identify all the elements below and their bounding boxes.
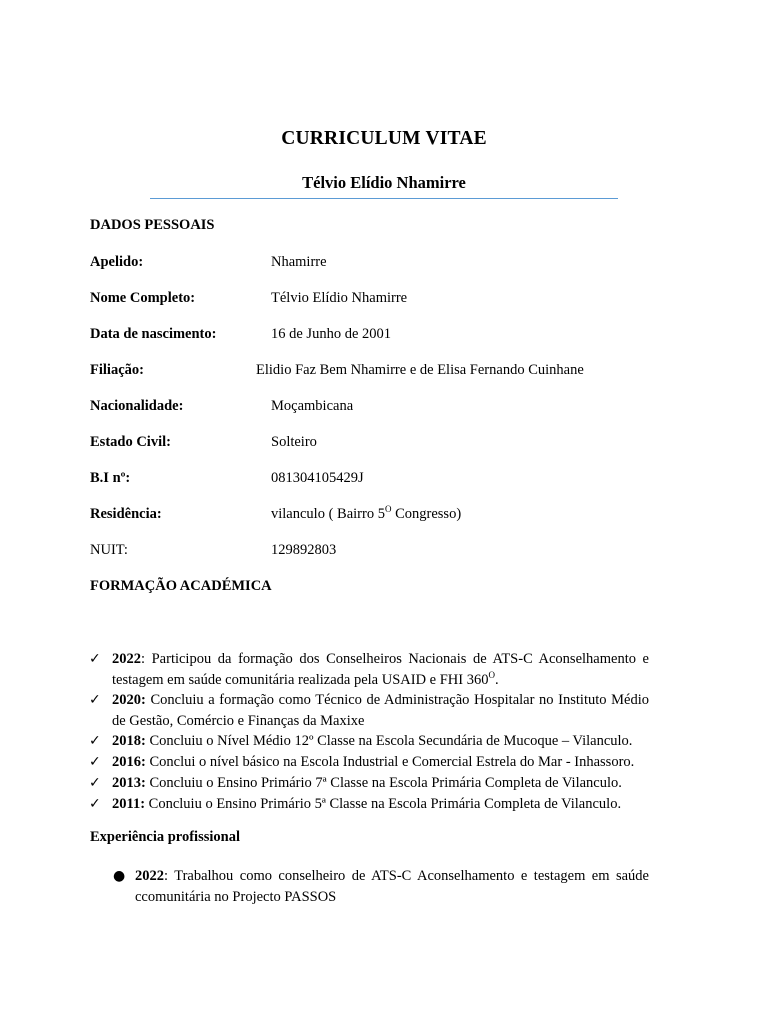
field-label-data-nascimento: Data de nascimento: (90, 326, 217, 342)
field-label-nome-completo: Nome Completo: (90, 290, 196, 306)
section-heading-dados-pessoais: DADOS PESSOAIS (90, 217, 215, 233)
residencia-text-post: Congresso) (391, 506, 462, 522)
field-value-nome-completo: Télvio Elídio Nhamirre (271, 290, 408, 306)
field-value-bi: 081304105429J (271, 470, 364, 486)
education-text: : Participou da formação dos Conselheiros Nacionais de ATS-C Aconselhamento e testagem em saúde comunitária realizada pela USAID e FHI 360 (112, 651, 649, 688)
section-heading-experiencia: Experiência profissional (90, 829, 240, 845)
field-value-estado-civil: Solteiro (271, 434, 317, 450)
education-text: Concluiu a formação como Técnico de Administração Hospitalar no Instituto Médio de Gestão, Comércio e Finanças da Maxixe (112, 692, 649, 729)
check-mark-icon: ✓ (89, 733, 101, 749)
field-label-apelido: Apelido: (90, 254, 144, 270)
title-divider (150, 198, 618, 199)
list-item (89, 690, 649, 732)
list-item (89, 794, 649, 815)
education-year: 2016: (112, 754, 146, 770)
education-text: Concluiu o Ensino Primário 7ª Classe na Escola Primária Completa de Vilanculo. (145, 775, 622, 791)
field-value-residencia (271, 506, 461, 523)
section-heading-formacao: FORMAÇÃO ACADÉMICA (90, 578, 272, 594)
field-label-residencia: Residência: (90, 506, 162, 522)
experience-text: : Trabalhou como conselheiro de ATS-C Aconselhamento e testagem em saúde ccomunitária no Projecto PASSOS (135, 868, 649, 905)
list-item (113, 866, 649, 908)
education-superscript: O (488, 670, 495, 681)
list-item (89, 773, 649, 794)
education-year: 2020: (112, 692, 146, 708)
document-title: CURRICULUM VITAE (281, 128, 487, 149)
education-text: Concluiu o Ensino Primário 5ª Classe na Escola Primária Completa de Vilanculo. (145, 796, 622, 812)
education-year: 2011: (112, 796, 146, 812)
field-value-filiacao: Elidio Faz Bem Nhamirre e de Elisa Fernando Cuinhane (256, 362, 584, 378)
check-mark-icon: ✓ (89, 796, 101, 812)
list-item (89, 731, 649, 752)
residencia-text-pre: vilanculo ( Bairro 5 (271, 506, 385, 522)
field-label-nacionalidade: Nacionalidade: (90, 398, 184, 414)
field-label-estado-civil: Estado Civil: (90, 434, 171, 450)
education-year: 2013: (112, 775, 146, 791)
check-mark-icon: ✓ (89, 651, 101, 667)
bullet-icon: ● (113, 868, 126, 884)
field-value-data-nascimento: 16 de Junho de 2001 (271, 326, 392, 342)
residencia-superscript: O (384, 504, 392, 515)
education-text-tail: . (494, 672, 499, 688)
field-label-bi: B.I nº: (90, 470, 131, 486)
check-mark-icon: ✓ (89, 754, 101, 770)
education-year: 2018: (112, 733, 146, 749)
check-mark-icon: ✓ (89, 692, 101, 708)
field-value-nuit: 129892803 (271, 542, 337, 558)
check-mark-icon: ✓ (89, 775, 101, 791)
education-text: Concluiu o Nível Médio 12º Classe na Escola Secundária de Mucoque – Vilanculo. (145, 733, 633, 749)
candidate-name: Télvio Elídio Nhamirre (302, 173, 466, 192)
experience-year: 2022 (135, 868, 164, 884)
list-item (89, 649, 649, 691)
list-item (89, 752, 649, 773)
education-text: Conclui o nível básico na Escola Industrial e Comercial Estrela do Mar - Inhassoro. (145, 754, 635, 770)
field-value-apelido: Nhamirre (271, 254, 327, 270)
field-value-nacionalidade: Moçambicana (271, 398, 354, 414)
field-label-filiacao: Filiação: (90, 362, 144, 378)
field-label-nuit: NUIT: (90, 542, 128, 558)
education-year: 2022 (112, 651, 141, 667)
